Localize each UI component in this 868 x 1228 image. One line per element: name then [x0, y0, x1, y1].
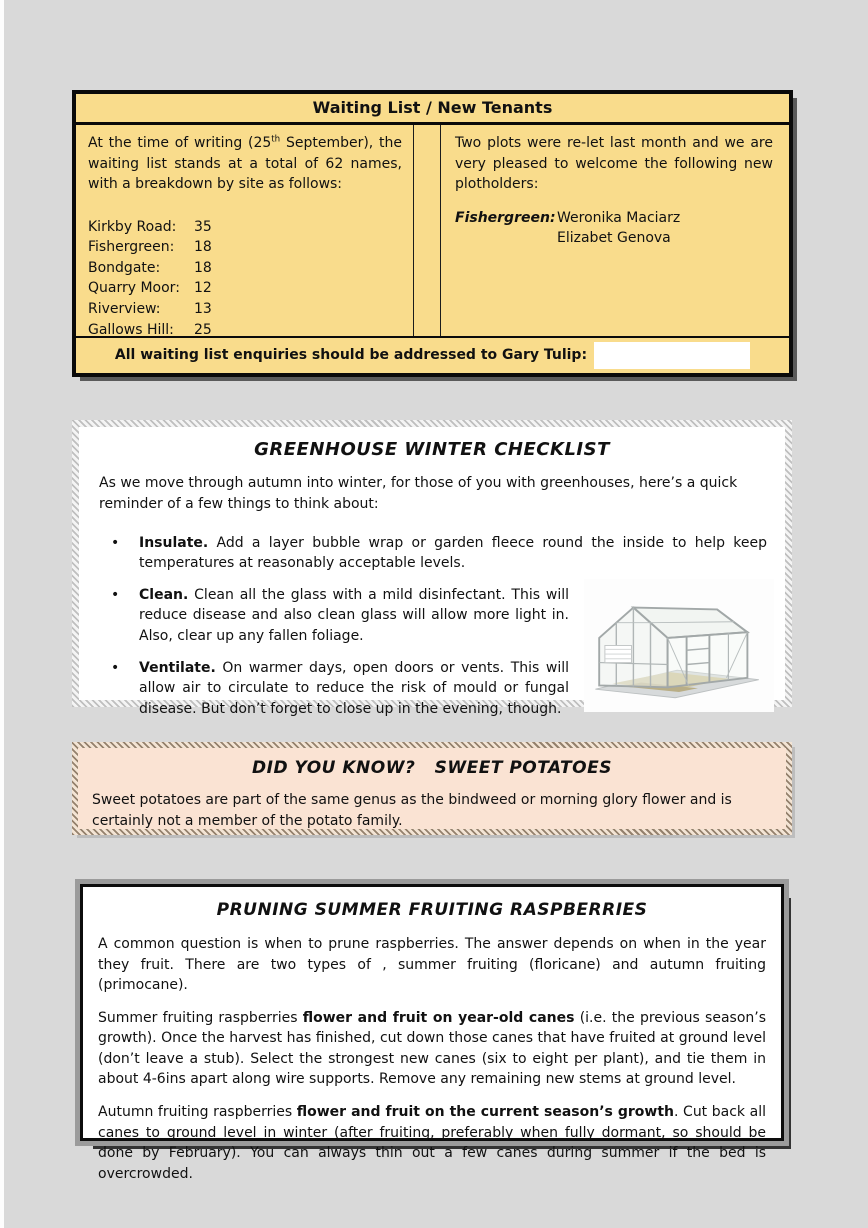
intro-text-continued: September), the waiting list stands at a total of 62 names, with a breakdown by site as follows:	[88, 135, 402, 193]
site-name: Fishergreen:	[88, 239, 175, 256]
greenhouse-intro: As we move through autumn into winter, for those of you with greenhouses, here’s a quick reminder of a few things to think about:	[99, 475, 738, 513]
paragraph-text: Autumn fruiting raspberries	[98, 1104, 297, 1121]
site-count: 35	[194, 218, 212, 235]
redacted-email-box	[594, 342, 750, 369]
site-count-list	[88, 217, 402, 340]
tenant-site-label: Fishergreen:	[455, 209, 556, 226]
paragraph-text: Summer fruiting raspberries	[98, 1009, 303, 1026]
site-count: 12	[194, 280, 212, 297]
waiting-list-footer	[76, 336, 789, 373]
site-row	[88, 258, 402, 279]
waiting-list-intro	[88, 133, 402, 195]
paragraph-bold-text: flower and fruit on the current season’s growth	[296, 1104, 674, 1121]
site-row	[88, 299, 402, 320]
greenhouse-bullet-list	[97, 533, 767, 720]
tenant-name: Elizabet Genova	[557, 230, 671, 247]
bullet-term: Insulate.	[139, 534, 209, 551]
did-you-know-text: Sweet potatoes are part of the same genus as the bindweed or morning glory flower and is certainly not a member of the potato family.	[92, 791, 732, 829]
bullet-insulate	[97, 533, 767, 574]
raspberries-paragraph-1: A common question is when to prune raspberries. The answer depends on when in the year they fruit. There are two types of , summer fruiting (floricane) and autumn fruiting (primocane).	[98, 935, 766, 994]
raspberries-paragraph-3	[98, 1102, 766, 1184]
waiting-list-title: Waiting List / New Tenants	[76, 94, 789, 125]
bullet-text: On warmer days, open doors or vents. This will allow air to circulate to reduce the risk of mould or fungal disease. But don’t forget to close up in the evening, though.	[139, 659, 569, 717]
raspberries-title: PRUNING SUMMER FRUITING RASPBERRIES	[216, 900, 648, 920]
paragraph-text: (i.e. the previous season’s growth). Once the harvest has finished, cut down those canes that have fruited at ground level (don’t leave a stub). Select the strongest new canes (six to eight per plant), and tie them in about 4-6ins apart along wire supports. Remove any remaining new stems at ground level.	[98, 1009, 767, 1088]
site-count: 18	[194, 259, 212, 276]
new-tenants-intro: Two plots were re-let last month and we are very pleased to welcome the following new plotholders:	[455, 135, 773, 193]
waiting-list-right-column	[441, 125, 789, 336]
waiting-list-body	[76, 125, 789, 336]
waiting-list-left-column	[76, 125, 413, 336]
intro-text: At the time of writing (25	[88, 135, 272, 151]
did-you-know-title: DID YOU KNOW? SWEET POTATOES	[252, 758, 612, 778]
new-tenants-list	[455, 208, 773, 249]
site-count: 25	[194, 321, 212, 338]
bullet-term: Ventilate.	[139, 659, 216, 676]
site-name: Kirkby Road:	[88, 218, 177, 235]
raspberries-section	[80, 884, 784, 1182]
bullet-clean	[97, 585, 767, 647]
bullet-ventilate	[97, 658, 767, 720]
column-divider	[413, 125, 441, 336]
site-name: Riverview:	[88, 301, 161, 318]
site-row	[88, 278, 402, 299]
paragraph-text: . Cut back all canes to ground level in winter (after fruiting, preferably when fully dormant, so should be done by February). You can always thin out a few canes during summer if the bed is overcrowded.	[98, 1104, 766, 1182]
did-you-know-section	[72, 742, 792, 835]
site-row	[88, 217, 402, 238]
tenant-names	[557, 208, 680, 249]
tenant-name: Weronika Maciarz	[557, 209, 681, 226]
ordinal-superscript: th	[271, 134, 281, 145]
site-count: 18	[194, 239, 212, 256]
site-name: Gallows Hill:	[88, 321, 174, 338]
raspberries-paragraph-2	[98, 1008, 766, 1090]
site-name: Bondgate:	[88, 259, 161, 276]
paragraph-bold-text: flower and fruit on year-old canes	[302, 1009, 575, 1026]
waiting-list-section	[72, 90, 793, 377]
site-name: Quarry Moor:	[88, 280, 180, 297]
site-count: 13	[194, 301, 212, 318]
bullet-text: Add a layer bubble wrap or garden fleece round the inside to help keep temperatures at reasonably acceptable levels.	[139, 534, 767, 572]
bullet-term: Clean.	[139, 586, 189, 603]
site-row	[88, 237, 402, 258]
greenhouse-title: GREENHOUSE WINTER CHECKLIST	[254, 439, 610, 460]
greenhouse-checklist-section	[72, 420, 792, 717]
enquiries-text: All waiting list enquiries should be addressed to Gary Tulip:	[114, 347, 588, 364]
page-left-edge	[0, 0, 4, 1228]
bullet-text: Clean all the glass with a mild disinfectant. This will reduce disease and also clean glass will allow more light in. Also, clear up any fallen foliage.	[139, 586, 569, 644]
